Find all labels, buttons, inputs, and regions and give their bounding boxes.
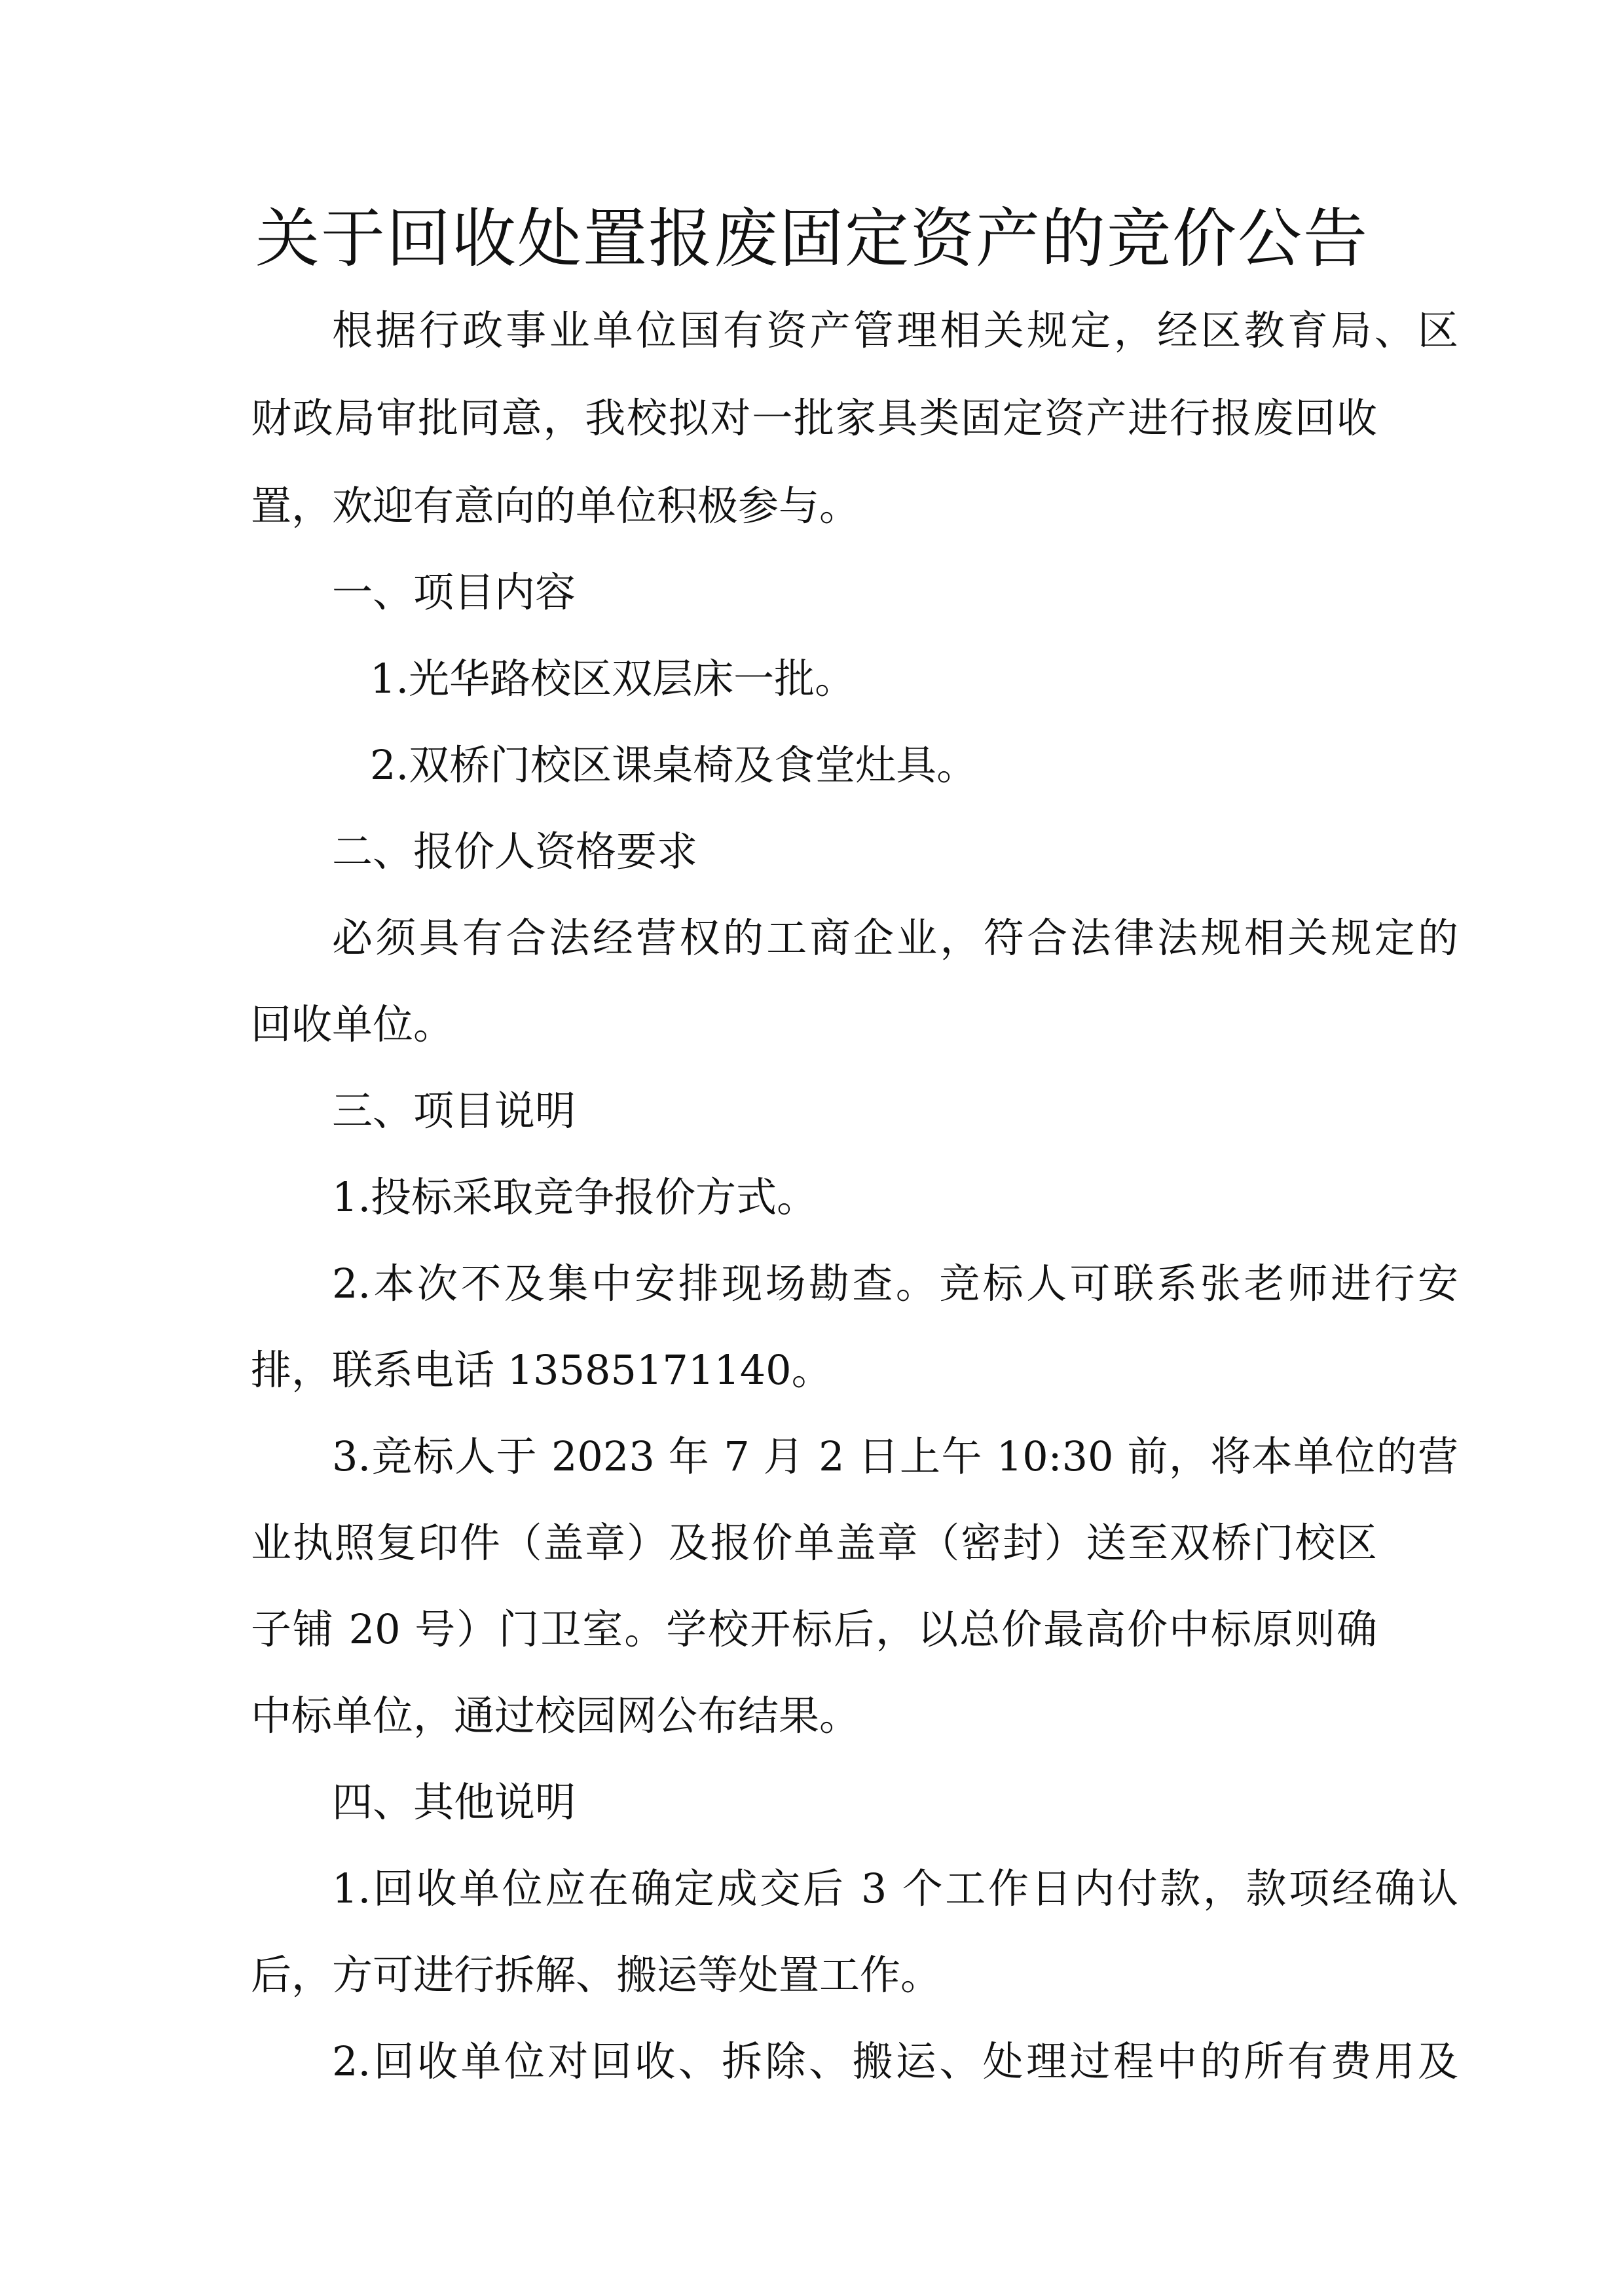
list-item: 2.本次不及集中安排现场勘查。竞标人可联系张老师进行安 bbox=[332, 1260, 1458, 1307]
paragraph-line: 置，欢迎有意向的单位积极参与。 bbox=[251, 482, 860, 530]
paragraph-line: 子铺 20 号）门卫室。学校开标后，以总价最高价中标原则确 bbox=[251, 1605, 1377, 1653]
paragraph-line: 财政局审批同意，我校拟对一批家具类固定资产进行报废回收 bbox=[251, 394, 1377, 442]
list-item: 3.竞标人于 2023 年 7 月 2 日上午 10:30 前，将本单位的营 bbox=[332, 1432, 1458, 1480]
paragraph-line: 中标单位，通过校园网公布结果。 bbox=[251, 1692, 860, 1740]
section-heading: 二、报价人资格要求 bbox=[332, 828, 698, 875]
paragraph-line: 后，方可进行拆解、搬运等处置工作。 bbox=[251, 1951, 942, 1999]
section-heading: 四、其他说明 bbox=[332, 1778, 576, 1826]
paragraph-line: 根据行政事业单位国有资产管理相关规定，经区教育局、区 bbox=[332, 306, 1458, 354]
section-heading: 三、项目说明 bbox=[332, 1087, 576, 1135]
paragraph-line: 业执照复印件（盖章）及报价单盖章（密封）送至双桥门校区 bbox=[251, 1519, 1377, 1567]
list-item: 2.回收单位对回收、拆除、搬运、处理过程中的所有费用及 bbox=[332, 2037, 1458, 2085]
paragraph-line: 排，联系电话 13585171140。 bbox=[251, 1346, 832, 1394]
paragraph-line: 回收单位。 bbox=[251, 1000, 454, 1048]
list-item: 1.光华路校区双层床一批。 bbox=[370, 655, 856, 702]
paragraph-line: 必须具有合法经营权的工商企业，符合法律法规相关规定的 bbox=[332, 914, 1458, 962]
list-item: 2.双桥门校区课桌椅及食堂灶具。 bbox=[370, 741, 978, 789]
document-title: 关于回收处置报废固定资产的竞价公告 bbox=[255, 202, 1369, 276]
section-heading: 一、项目内容 bbox=[332, 568, 576, 616]
list-item: 1.回收单位应在确定成交后 3 个工作日内付款，款项经确认 bbox=[332, 1865, 1458, 1912]
list-item: 1.投标采取竞争报价方式。 bbox=[332, 1173, 818, 1221]
